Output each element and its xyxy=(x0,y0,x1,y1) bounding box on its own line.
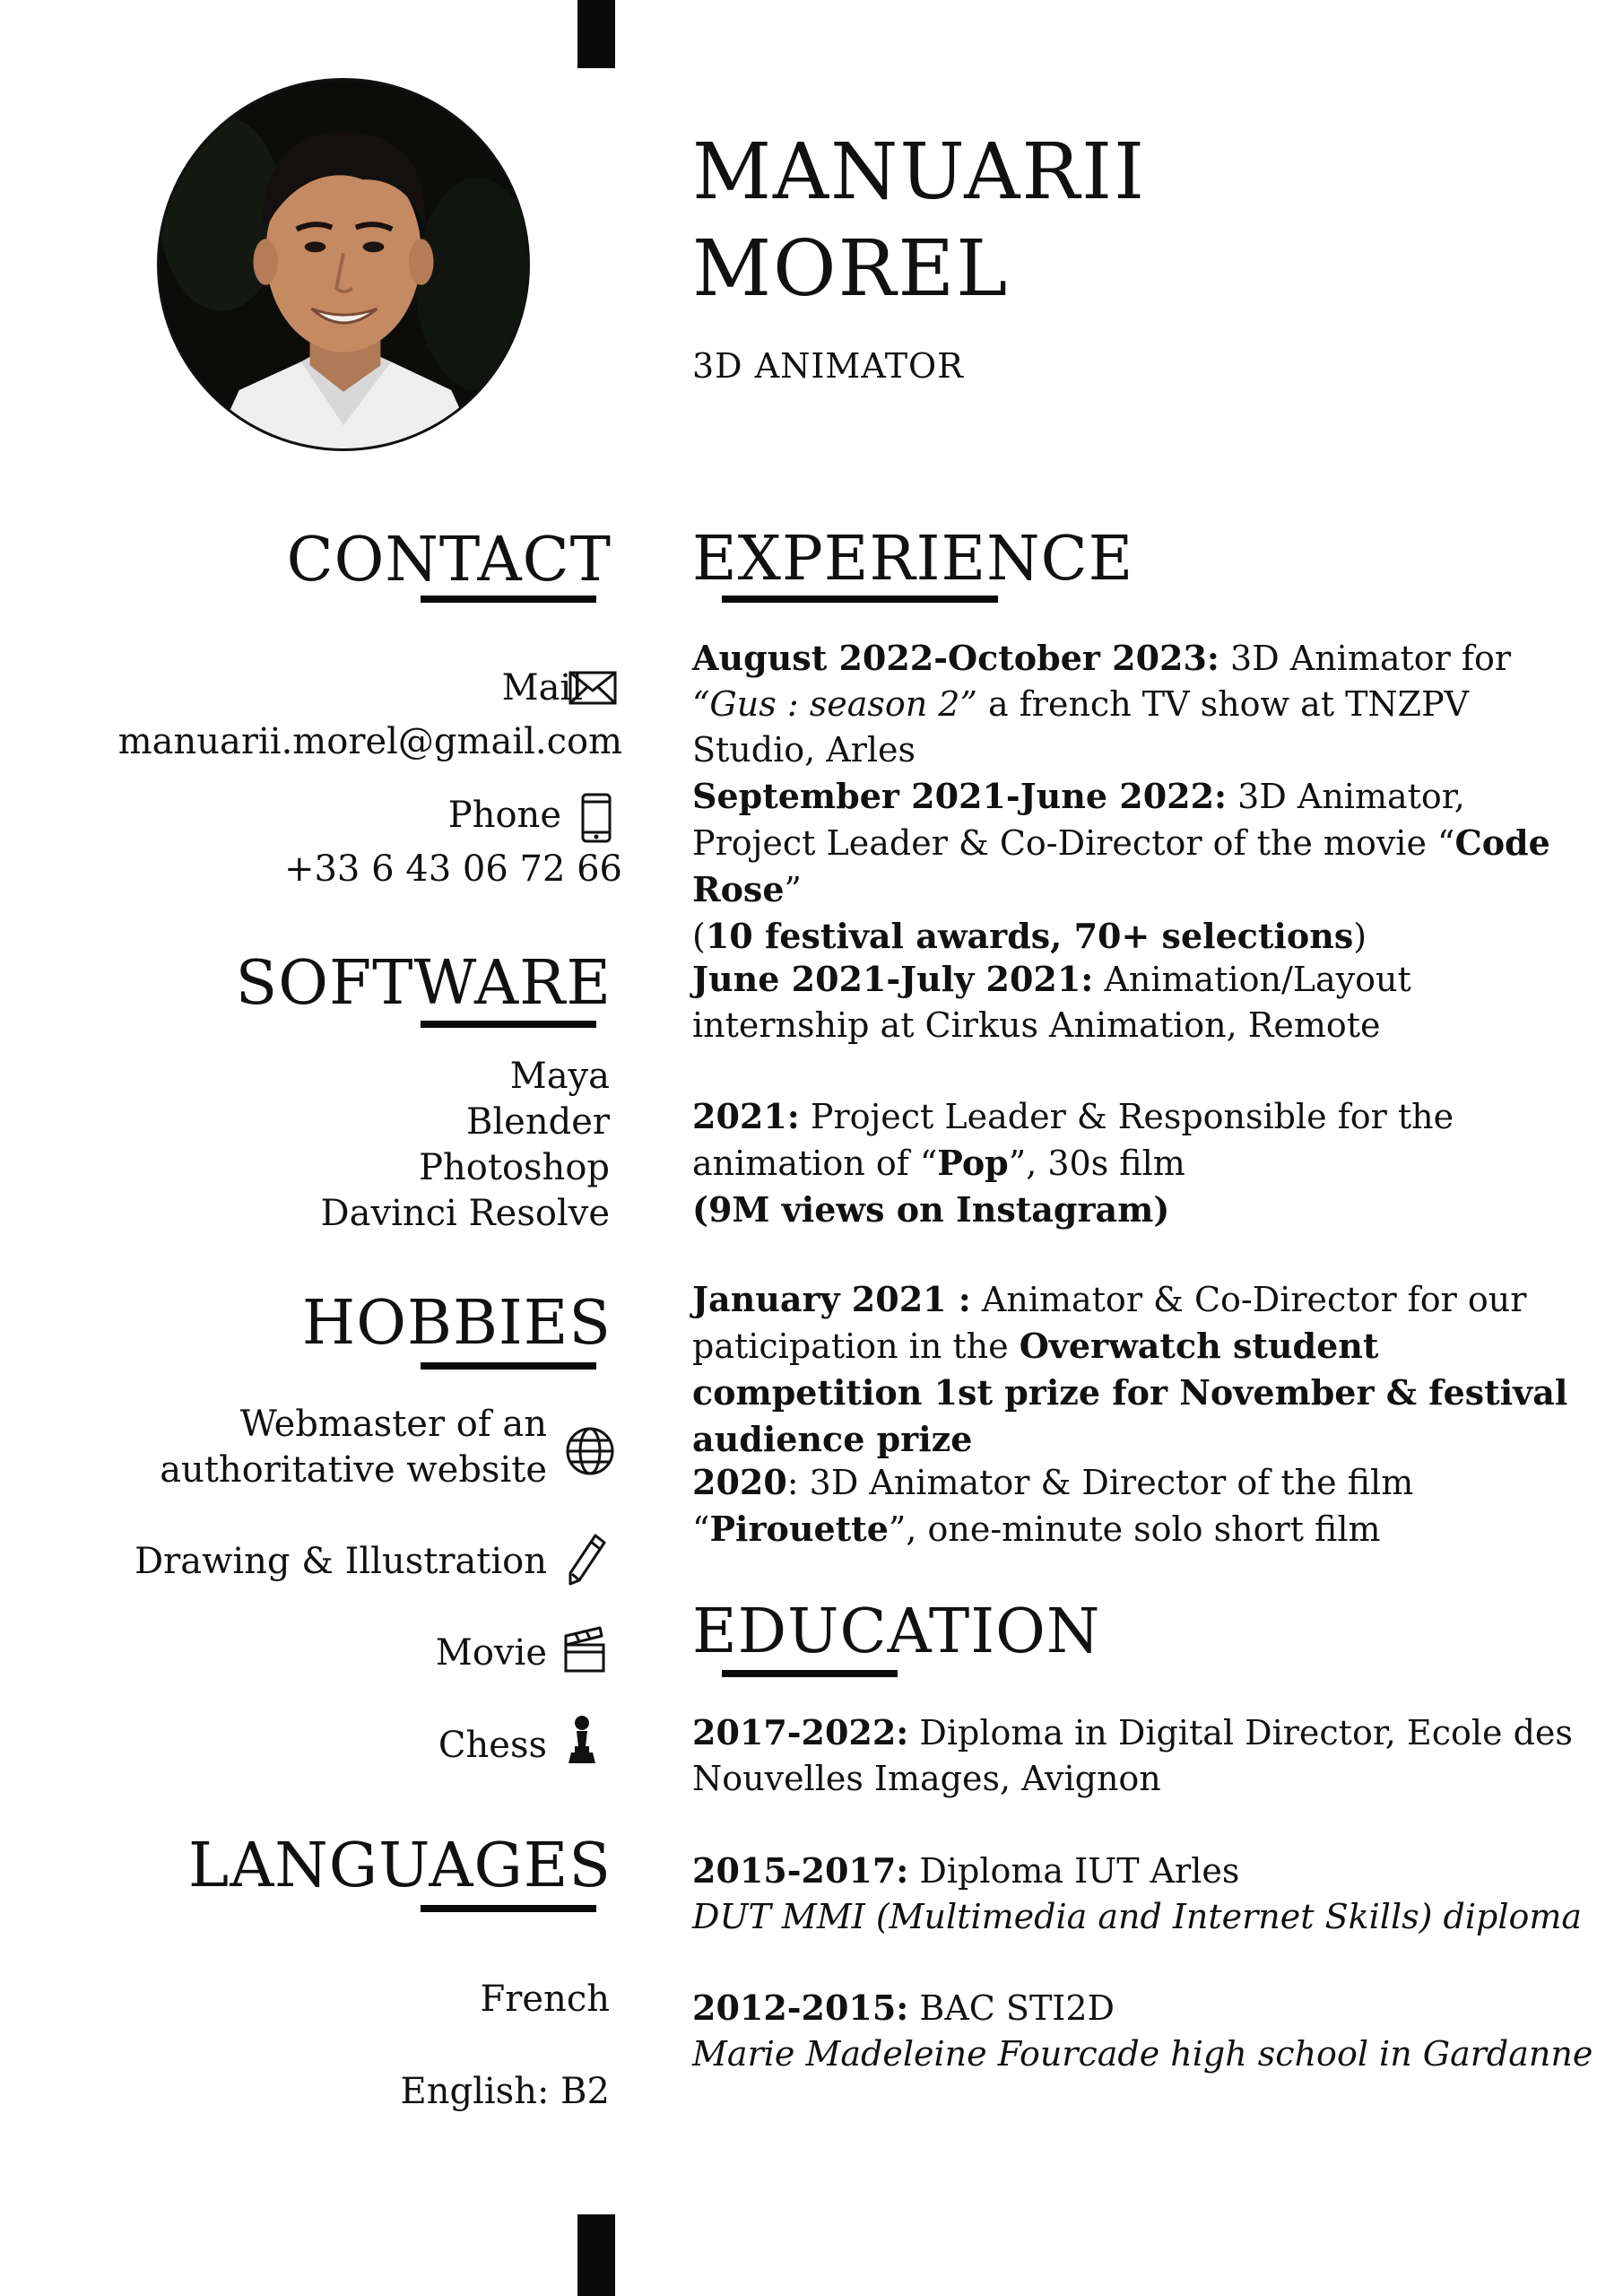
job-title: 3D ANIMATOR xyxy=(692,346,964,386)
education-entry: 2017-2022: Diploma in Digital Director, Ecole des Nouvelles Images, Avignon xyxy=(692,1712,1573,1798)
competition-highlight: Overwatch student competition 1st prize for November & festival audience prize xyxy=(692,1326,1568,1459)
hobby-chess: Chess xyxy=(438,1725,547,1766)
entry-date: June 2021-July 2021: xyxy=(692,959,1094,999)
views-highlight: (9M views on Instagram) xyxy=(692,1189,1170,1230)
hobby-drawing: Drawing & Illustration xyxy=(135,1541,547,1582)
software-item: Blender xyxy=(465,1101,610,1143)
entry-date: January 2021 : xyxy=(692,1279,971,1319)
experience-entry: January 2021 : Animator & Co-Director for our paticipation in the Overwatch student competition 1st prize for November & festival audience prize xyxy=(692,1279,1568,1459)
envelope-icon xyxy=(568,671,617,705)
hobbies-heading-underline xyxy=(421,1362,596,1370)
entry-date: 2017-2022: xyxy=(692,1712,909,1752)
movie-title: Code Rose xyxy=(692,822,1550,909)
profile-photo xyxy=(157,78,530,451)
entry-date: 2012-2015: xyxy=(692,1987,909,2028)
top-divider-bar xyxy=(577,0,615,68)
pencil-icon xyxy=(567,1532,608,1587)
film-title: Pop xyxy=(937,1143,1009,1183)
contact-heading-underline xyxy=(421,596,596,603)
languages-heading-underline xyxy=(421,1905,596,1912)
degree-detail: DUT MMI (Multimedia and Internet Skills) diploma xyxy=(692,1897,1583,1936)
portrait-illustration xyxy=(160,81,527,448)
software-item: Davinci Resolve xyxy=(320,1193,610,1234)
bottom-divider-bar xyxy=(577,2214,615,2296)
experience-entry: June 2021-July 2021: Animation/Layout internship at Cirkus Animation, Remote xyxy=(692,959,1411,1045)
experience-heading-underline xyxy=(722,596,998,603)
phone-number[interactable]: +33 6 43 06 72 66 xyxy=(283,848,622,890)
chess-pawn-icon xyxy=(567,1715,597,1765)
entry-date: 2020 xyxy=(692,1462,787,1502)
experience-entry: 2021: Project Leader & Responsible for the animation of “Pop”, 30s film (9M views on Instagram) xyxy=(692,1096,1454,1230)
software-heading: SOFTWARE xyxy=(235,948,612,1019)
mail-label: Mail xyxy=(501,667,583,709)
education-heading: EDUCATION xyxy=(692,1596,1101,1667)
show-title: “Gus : season 2” xyxy=(692,684,977,724)
school-detail: Marie Madeleine Fourcade high school in Gardanne xyxy=(692,2034,1593,2074)
phone-label: Phone xyxy=(447,795,561,836)
language-french: French xyxy=(480,1979,610,2020)
film-title: Pirouette xyxy=(709,1509,889,1549)
entry-date: August 2022-October 2023: xyxy=(692,638,1219,678)
languages-heading: LANGUAGES xyxy=(188,1831,612,1901)
awards-highlight: 10 festival awards, 70+ selections xyxy=(705,916,1354,956)
language-english: English: B2 xyxy=(400,2071,610,2112)
hobbies-heading: HOBBIES xyxy=(301,1288,612,1359)
hobby-movie: Movie xyxy=(435,1632,547,1674)
education-entry: 2012-2015: BAC STI2D Marie Madeleine Fourcade high school in Gardanne xyxy=(692,1987,1593,2074)
hobby-webmaster xyxy=(160,1402,547,1493)
email-address[interactable]: manuarii.morel@gmail.com xyxy=(117,721,622,762)
education-entry: 2015-2017: Diploma IUT Arles DUT MMI (Multimedia and Internet Skills) diploma xyxy=(692,1850,1583,1936)
entry-date: 2021: xyxy=(692,1096,800,1136)
software-heading-underline xyxy=(421,1021,596,1028)
last-name: MOREL xyxy=(692,224,1010,314)
experience-entry: 2020: 3D Animator & Director of the film “Pirouette”, one-minute solo short film xyxy=(692,1462,1414,1549)
contact-heading: CONTACT xyxy=(286,525,612,596)
hobby-label: Webmaster of an xyxy=(239,1404,547,1445)
entry-date: 2015-2017: xyxy=(692,1850,909,1891)
experience-entry: August 2022-October 2023: 3D Animator for “Gus : season 2” a french TV show at TNZPV Studio, Arles xyxy=(692,638,1512,770)
first-name: MANUARII xyxy=(692,127,1147,217)
education-heading-underline xyxy=(722,1670,898,1677)
experience-entry: September 2021-June 2022: 3D Animator, Project Leader & Co-Director of the movie “Code Rose” (10 festival awards, 70+ selections) xyxy=(692,776,1550,956)
experience-heading: EXPERIENCE xyxy=(692,524,1134,595)
software-list xyxy=(321,1054,610,1237)
hobby-label: authoritative website xyxy=(160,1449,547,1491)
smartphone-icon xyxy=(581,793,612,843)
software-item: Maya xyxy=(509,1056,610,1097)
full-name xyxy=(692,124,1146,317)
software-item: Photoshop xyxy=(419,1147,610,1188)
entry-date: September 2021-June 2022: xyxy=(692,776,1228,816)
globe-icon xyxy=(565,1426,615,1476)
clapperboard-icon xyxy=(563,1625,606,1674)
